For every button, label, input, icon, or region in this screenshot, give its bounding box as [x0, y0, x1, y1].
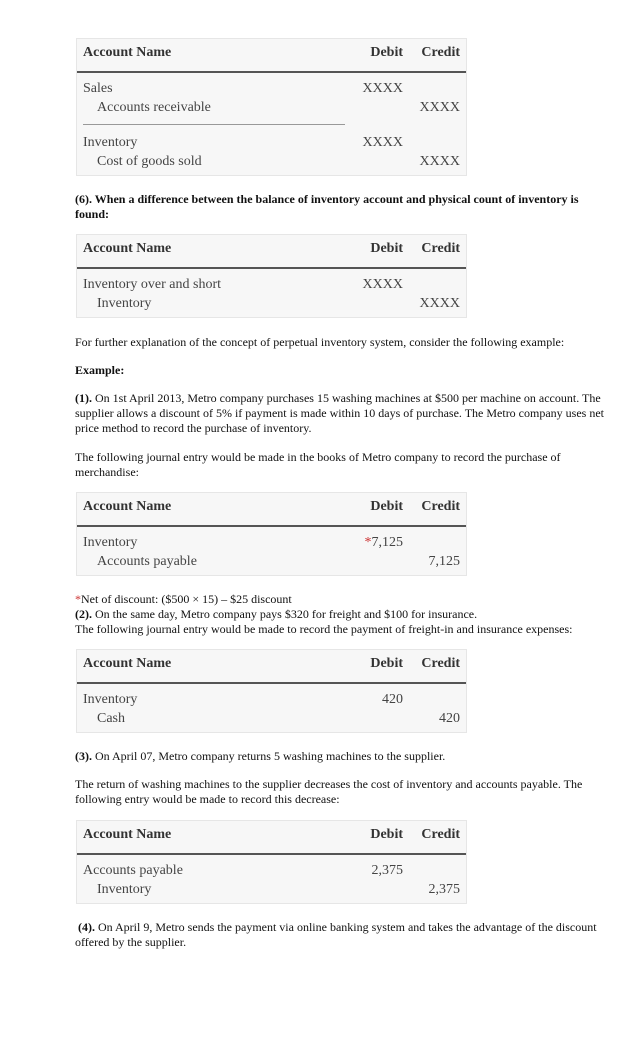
debit-cell: 420: [382, 692, 403, 707]
account-name-header: Account Name: [83, 827, 172, 842]
debit-cell: XXXX: [362, 135, 403, 150]
credit-header: Credit: [421, 499, 460, 514]
entry-divider: [83, 124, 345, 125]
footnote-asterisk: *: [364, 535, 372, 550]
journal-intro-1: The following journal entry would be made in the books of Metro company to record the purchase of merchandise:: [75, 450, 561, 479]
credit-header: Credit: [421, 656, 460, 671]
table-header: [77, 493, 466, 527]
account-name-cell: Inventory: [97, 882, 152, 897]
table-header: [77, 650, 466, 684]
credit-cell: 7,125: [428, 554, 460, 569]
paragraph-3: (3). On April 07, Metro company returns 5 washing machines to the supplier.: [75, 749, 446, 763]
account-name-cell: Inventory: [83, 135, 138, 150]
account-name-cell: Inventory: [83, 535, 138, 550]
further-explanation-text: For further explanation of the concept of perpetual inventory system, consider the following example:: [75, 335, 565, 349]
credit-cell: 2,375: [428, 882, 460, 897]
journal-table-1: [76, 38, 467, 176]
account-name-header: Account Name: [83, 656, 172, 671]
credit-header: Credit: [421, 827, 460, 842]
credit-cell: XXXX: [419, 100, 460, 115]
paragraph-3b: The return of washing machines to the supplier decreases the cost of inventory and accounts payable. The following entry would be made to record this decrease:: [75, 777, 583, 806]
journal-intro-2: The following journal entry would be made to record the payment of freight-in and insurance expenses:: [75, 622, 573, 636]
example-heading: Example:: [75, 363, 125, 377]
credit-cell: XXXX: [419, 296, 460, 311]
account-name-cell: Inventory over and short: [83, 277, 222, 292]
journal-table-2: [76, 234, 467, 318]
debit-header: Debit: [370, 827, 403, 842]
debit-header: Debit: [370, 499, 403, 514]
debit-header: Debit: [370, 45, 403, 60]
journal-table-5: [76, 820, 467, 904]
credit-cell: 420: [439, 711, 460, 726]
journal-table-3: [76, 492, 467, 576]
paragraph-4: (4). On April 9, Metro sends the payment via online banking system and takes the advantage of the discount offered by the supplier.: [75, 920, 597, 949]
account-name-cell: Sales: [83, 81, 113, 96]
journal-table-4: [76, 649, 467, 733]
footnote-net-of-discount: *Net of discount: ($500 × 15) – $25 discount: [75, 592, 292, 606]
table-header: [77, 821, 466, 855]
account-name-cell: Inventory: [83, 692, 138, 707]
account-name-cell: Accounts receivable: [97, 100, 211, 115]
table-header: [77, 235, 466, 269]
account-name-cell: Cost of goods sold: [97, 154, 202, 169]
account-name-cell: Inventory: [97, 296, 152, 311]
account-name-cell: Accounts payable: [97, 554, 197, 569]
paragraph-1: (1). On 1st April 2013, Metro company purchases 15 washing machines at $500 per machine on account. The supplier allows a discount of 5% if payment is made within 10 days of purchase. The Metro company uses net price method to record the purchase of inventory.: [75, 391, 604, 435]
account-name-cell: Cash: [97, 711, 125, 726]
paragraph-6: (6). When a difference between the balance of inventory account and physical count of inventory is found:: [75, 192, 579, 221]
paragraph-2: (2). On the same day, Metro company pays $320 for freight and $100 for insurance.: [75, 607, 478, 621]
account-name-header: Account Name: [83, 241, 172, 256]
credit-header: Credit: [421, 45, 460, 60]
table-header: [77, 39, 466, 73]
debit-cell: 2,375: [371, 863, 403, 878]
account-name-header: Account Name: [83, 45, 172, 60]
debit-header: Debit: [370, 241, 403, 256]
debit-cell: XXXX: [362, 277, 403, 292]
debit-cell: XXXX: [362, 81, 403, 96]
account-name-cell: Accounts payable: [83, 863, 183, 878]
account-name-header: Account Name: [83, 499, 172, 514]
credit-cell: XXXX: [419, 154, 460, 169]
debit-cell: *7,125: [364, 535, 403, 550]
debit-header: Debit: [370, 656, 403, 671]
credit-header: Credit: [421, 241, 460, 256]
